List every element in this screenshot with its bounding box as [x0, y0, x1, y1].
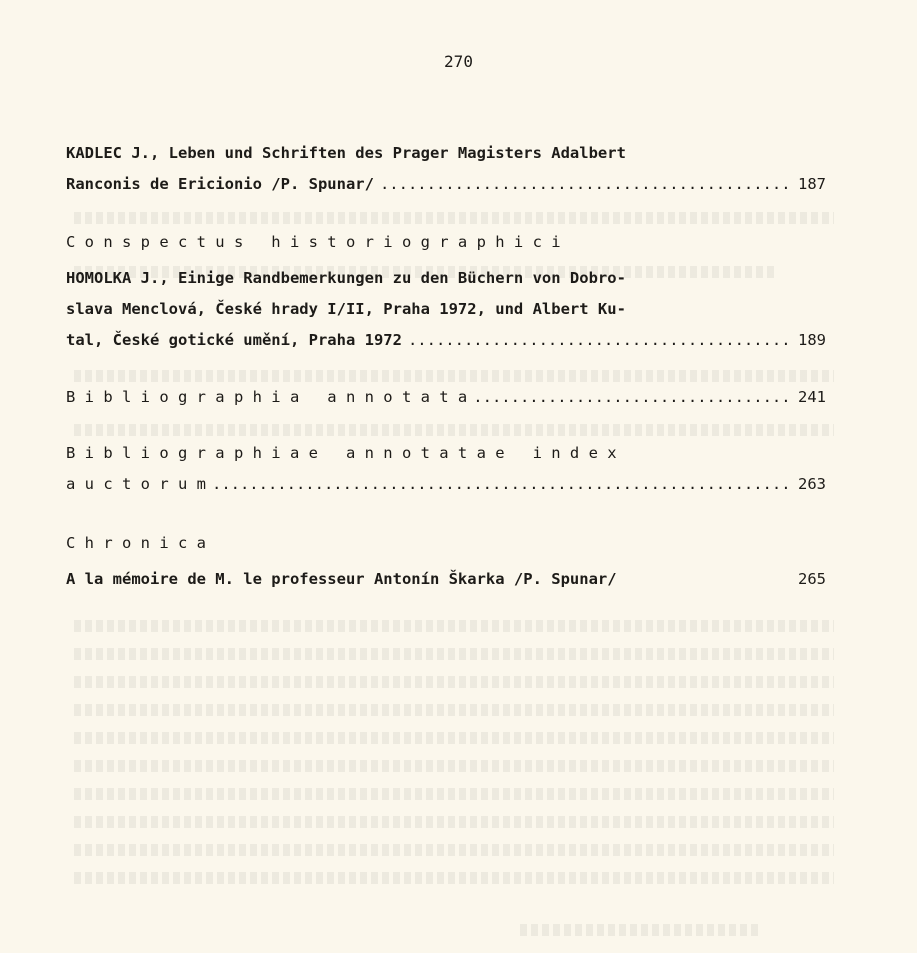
entry-page: 189 [798, 331, 826, 349]
section-heading-bibliographia [66, 388, 826, 419]
toc-line [66, 269, 826, 300]
entry-page: 241 [798, 388, 826, 406]
entry-text: A la mémoire de M. le professeur Antonín Škarka /P. Spunar/ [66, 570, 617, 588]
entry-page: 263 [798, 475, 826, 493]
toc-line [66, 570, 826, 601]
toc-line [66, 144, 826, 175]
bleed-through [74, 872, 834, 884]
bleed-through [74, 788, 834, 800]
section-heading-chronica [66, 534, 826, 565]
leader-dots [380, 175, 792, 193]
bleed-through [74, 816, 834, 828]
leader-dots [212, 475, 792, 493]
toc-line [66, 300, 826, 331]
section-heading-conspectus [66, 233, 826, 264]
bleed-through [74, 732, 834, 744]
bleed-through [74, 704, 834, 716]
entry-text: Ranconis de Ericionio /P. Spunar/ [66, 175, 374, 193]
toc-line [66, 475, 826, 506]
entry-text: tal, České gotické umění, Praha 1972 [66, 331, 402, 349]
section-title: a u c t o r u m [66, 475, 206, 493]
bleed-through [74, 370, 834, 382]
leader-dots [473, 388, 792, 406]
section-title: C o n s p e c t u s h i s t o r i o g r a p h i c i [66, 233, 561, 251]
entry-text: KADLEC J., Leben und Schriften des Prager Magisters Adalbert [66, 144, 626, 162]
bleed-through [74, 424, 834, 436]
bleed-through [74, 212, 834, 224]
page-number: 270 [444, 52, 473, 71]
bleed-through [74, 676, 834, 688]
section-title: C h r o n i c a [66, 534, 206, 552]
toc-entry-homolka [66, 269, 826, 362]
toc-entry-kadlec [66, 144, 826, 206]
section-title: B i b l i o g r a p h i a e a n n o t a t a e i n d e x [66, 444, 617, 462]
bleed-through [74, 844, 834, 856]
section-title: B i b l i o g r a p h i a a n n o t a t a [66, 388, 468, 406]
toc-line [66, 233, 826, 264]
entry-page: 265 [798, 570, 826, 588]
toc-entry-skarka [66, 570, 826, 601]
toc-line [66, 175, 826, 206]
section-heading-index [66, 444, 826, 506]
bleed-through [74, 648, 834, 660]
toc-line [66, 331, 826, 362]
leader-dots [408, 331, 792, 349]
toc-line [66, 388, 826, 419]
bleed-through [74, 620, 834, 632]
entry-text: slava Menclová, České hrady I/II, Praha 1972, und Albert Ku- [66, 300, 626, 318]
toc-line [66, 534, 826, 565]
toc-line [66, 444, 826, 475]
bleed-through [520, 924, 760, 936]
bleed-through [74, 760, 834, 772]
entry-page: 187 [798, 175, 826, 193]
entry-text: HOMOLKA J., Einige Randbemerkungen zu den Büchern von Dobro- [66, 269, 626, 287]
